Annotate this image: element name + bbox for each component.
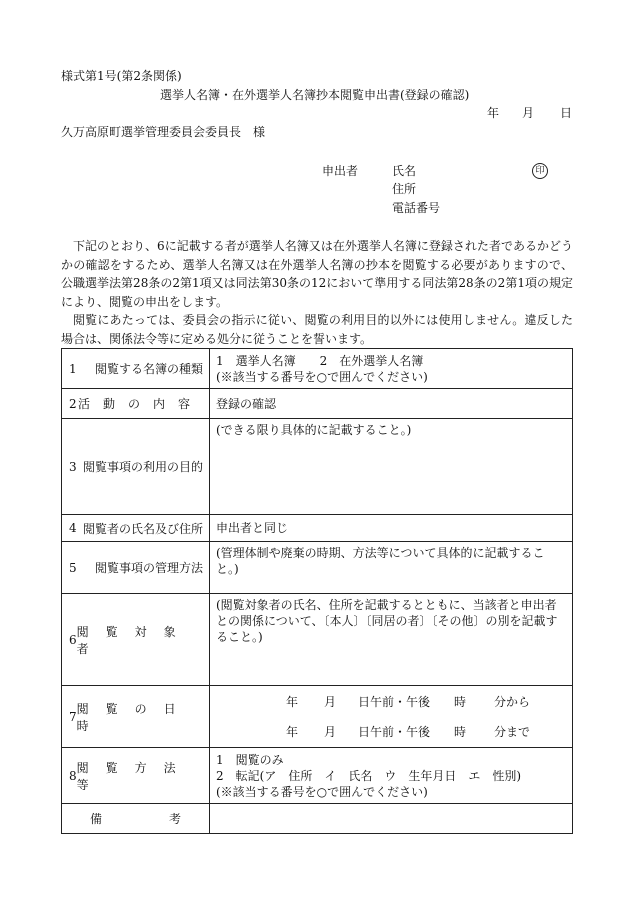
method-option-2: 2 転記(ア 住所 イ 氏名 ウ 生年月日 エ 性別)	[216, 768, 522, 783]
row-number: 6	[69, 632, 77, 647]
row-label: 閲覧事項の管理方法	[94, 561, 203, 575]
management-field[interactable]	[210, 542, 573, 594]
management-note: (管理体制や廃棄の時期、方法等について具体的に記載すること。)	[216, 546, 545, 576]
method-field[interactable]	[210, 748, 573, 804]
row-activity	[62, 389, 573, 419]
subjects-note: (閲覧対象者の氏名、住所を記載するとともに、当該者と申出者との関係について、〔本人〕〔同居の者〕〔その他〕の別を記載すること。)	[216, 598, 558, 644]
activity-field[interactable]: 登録の確認	[210, 389, 573, 419]
datetime-field[interactable]	[210, 686, 573, 748]
row-number: 2	[69, 396, 77, 411]
remarks-label-b: 考	[168, 812, 181, 826]
applicant-name-label: 氏名	[392, 164, 417, 178]
row-number: 3	[69, 459, 77, 474]
form-number: 様式第1号(第2条関係)	[61, 69, 182, 83]
row-label: 閲覧する名簿の種類	[94, 362, 203, 376]
row-label: 閲覧の日時	[76, 701, 193, 733]
row-label: 閲覧事項の利用の目的	[82, 460, 203, 474]
datetime-to: 年 月 日午前・午後 時 分まで	[286, 724, 531, 739]
seal-mark: 印	[532, 163, 548, 179]
date-year-label: 年	[487, 106, 500, 120]
remarks-label-a: 備	[90, 812, 103, 826]
method-instruction: (※該当する番号を○で囲んでください)	[216, 784, 428, 799]
purpose-field[interactable]	[210, 419, 573, 515]
application-form-table	[61, 348, 573, 834]
row-method	[62, 748, 573, 804]
row-subjects	[62, 594, 573, 686]
row-roll-type	[62, 349, 573, 389]
row-label: 活動の内容	[77, 397, 203, 411]
method-option-1: 1 閲覧のみ	[216, 752, 284, 767]
row-viewer	[62, 515, 573, 542]
row-number: 7	[69, 709, 77, 724]
datetime-from: 年 月 日午前・午後 時 分から	[286, 694, 531, 709]
applicant-address-label: 住所	[392, 182, 417, 196]
date-day-label: 日	[560, 106, 573, 120]
row-datetime	[62, 686, 573, 748]
purpose-note: (できる限り具体的に記載すること。)	[216, 423, 412, 437]
viewer-field[interactable]: 申出者と同じ	[210, 515, 573, 542]
row-number: 1	[69, 361, 77, 376]
row-number: 4	[69, 521, 77, 535]
row-purpose	[62, 419, 573, 515]
applicant-label: 申出者	[322, 164, 359, 178]
row-label: 閲覧方法等	[76, 760, 193, 792]
applicant-phone-label: 電話番号	[392, 201, 441, 215]
row-number: 5	[69, 560, 77, 575]
row-remarks	[62, 804, 573, 834]
roll-type-instruction: (※該当する番号を○で囲んでください)	[216, 369, 428, 384]
roll-type-field[interactable]	[210, 349, 573, 389]
row-management	[62, 542, 573, 594]
row-label: 閲覧対象者	[76, 624, 193, 656]
application-paragraph: 下記のとおり、6に記載する者が選挙人名簿又は在外選挙人名簿に登録された者であるかどうかの確認をするため、選挙人名簿又は在外選挙人名簿の抄本を閲覧する必要がありますので、公職選挙法第28条の2第1項又は同法第30条の12において準用する同法第28条の2第1項の規定により、閲覧の申出をします。	[61, 239, 573, 309]
form-title: 選挙人名簿・在外選挙人名簿抄本閲覧申出書(登録の確認)	[160, 88, 470, 102]
addressee: 久万高原町選挙管理委員会委員長 様	[61, 125, 266, 139]
roll-type-options: 1 選挙人名簿 2 在外選挙人名簿	[216, 353, 424, 368]
date-month-label: 月	[522, 106, 535, 120]
pledge-paragraph: 閲覧にあたっては、委員会の指示に従い、閲覧の利用目的以外には使用しません。違反した場合は、関係法令等に定める処分に従うことを誓います。	[61, 313, 573, 346]
row-label: 閲覧者の氏名及び住所	[82, 521, 203, 536]
remarks-field[interactable]	[210, 804, 573, 834]
subjects-field[interactable]	[210, 594, 573, 686]
row-number: 8	[69, 768, 77, 783]
